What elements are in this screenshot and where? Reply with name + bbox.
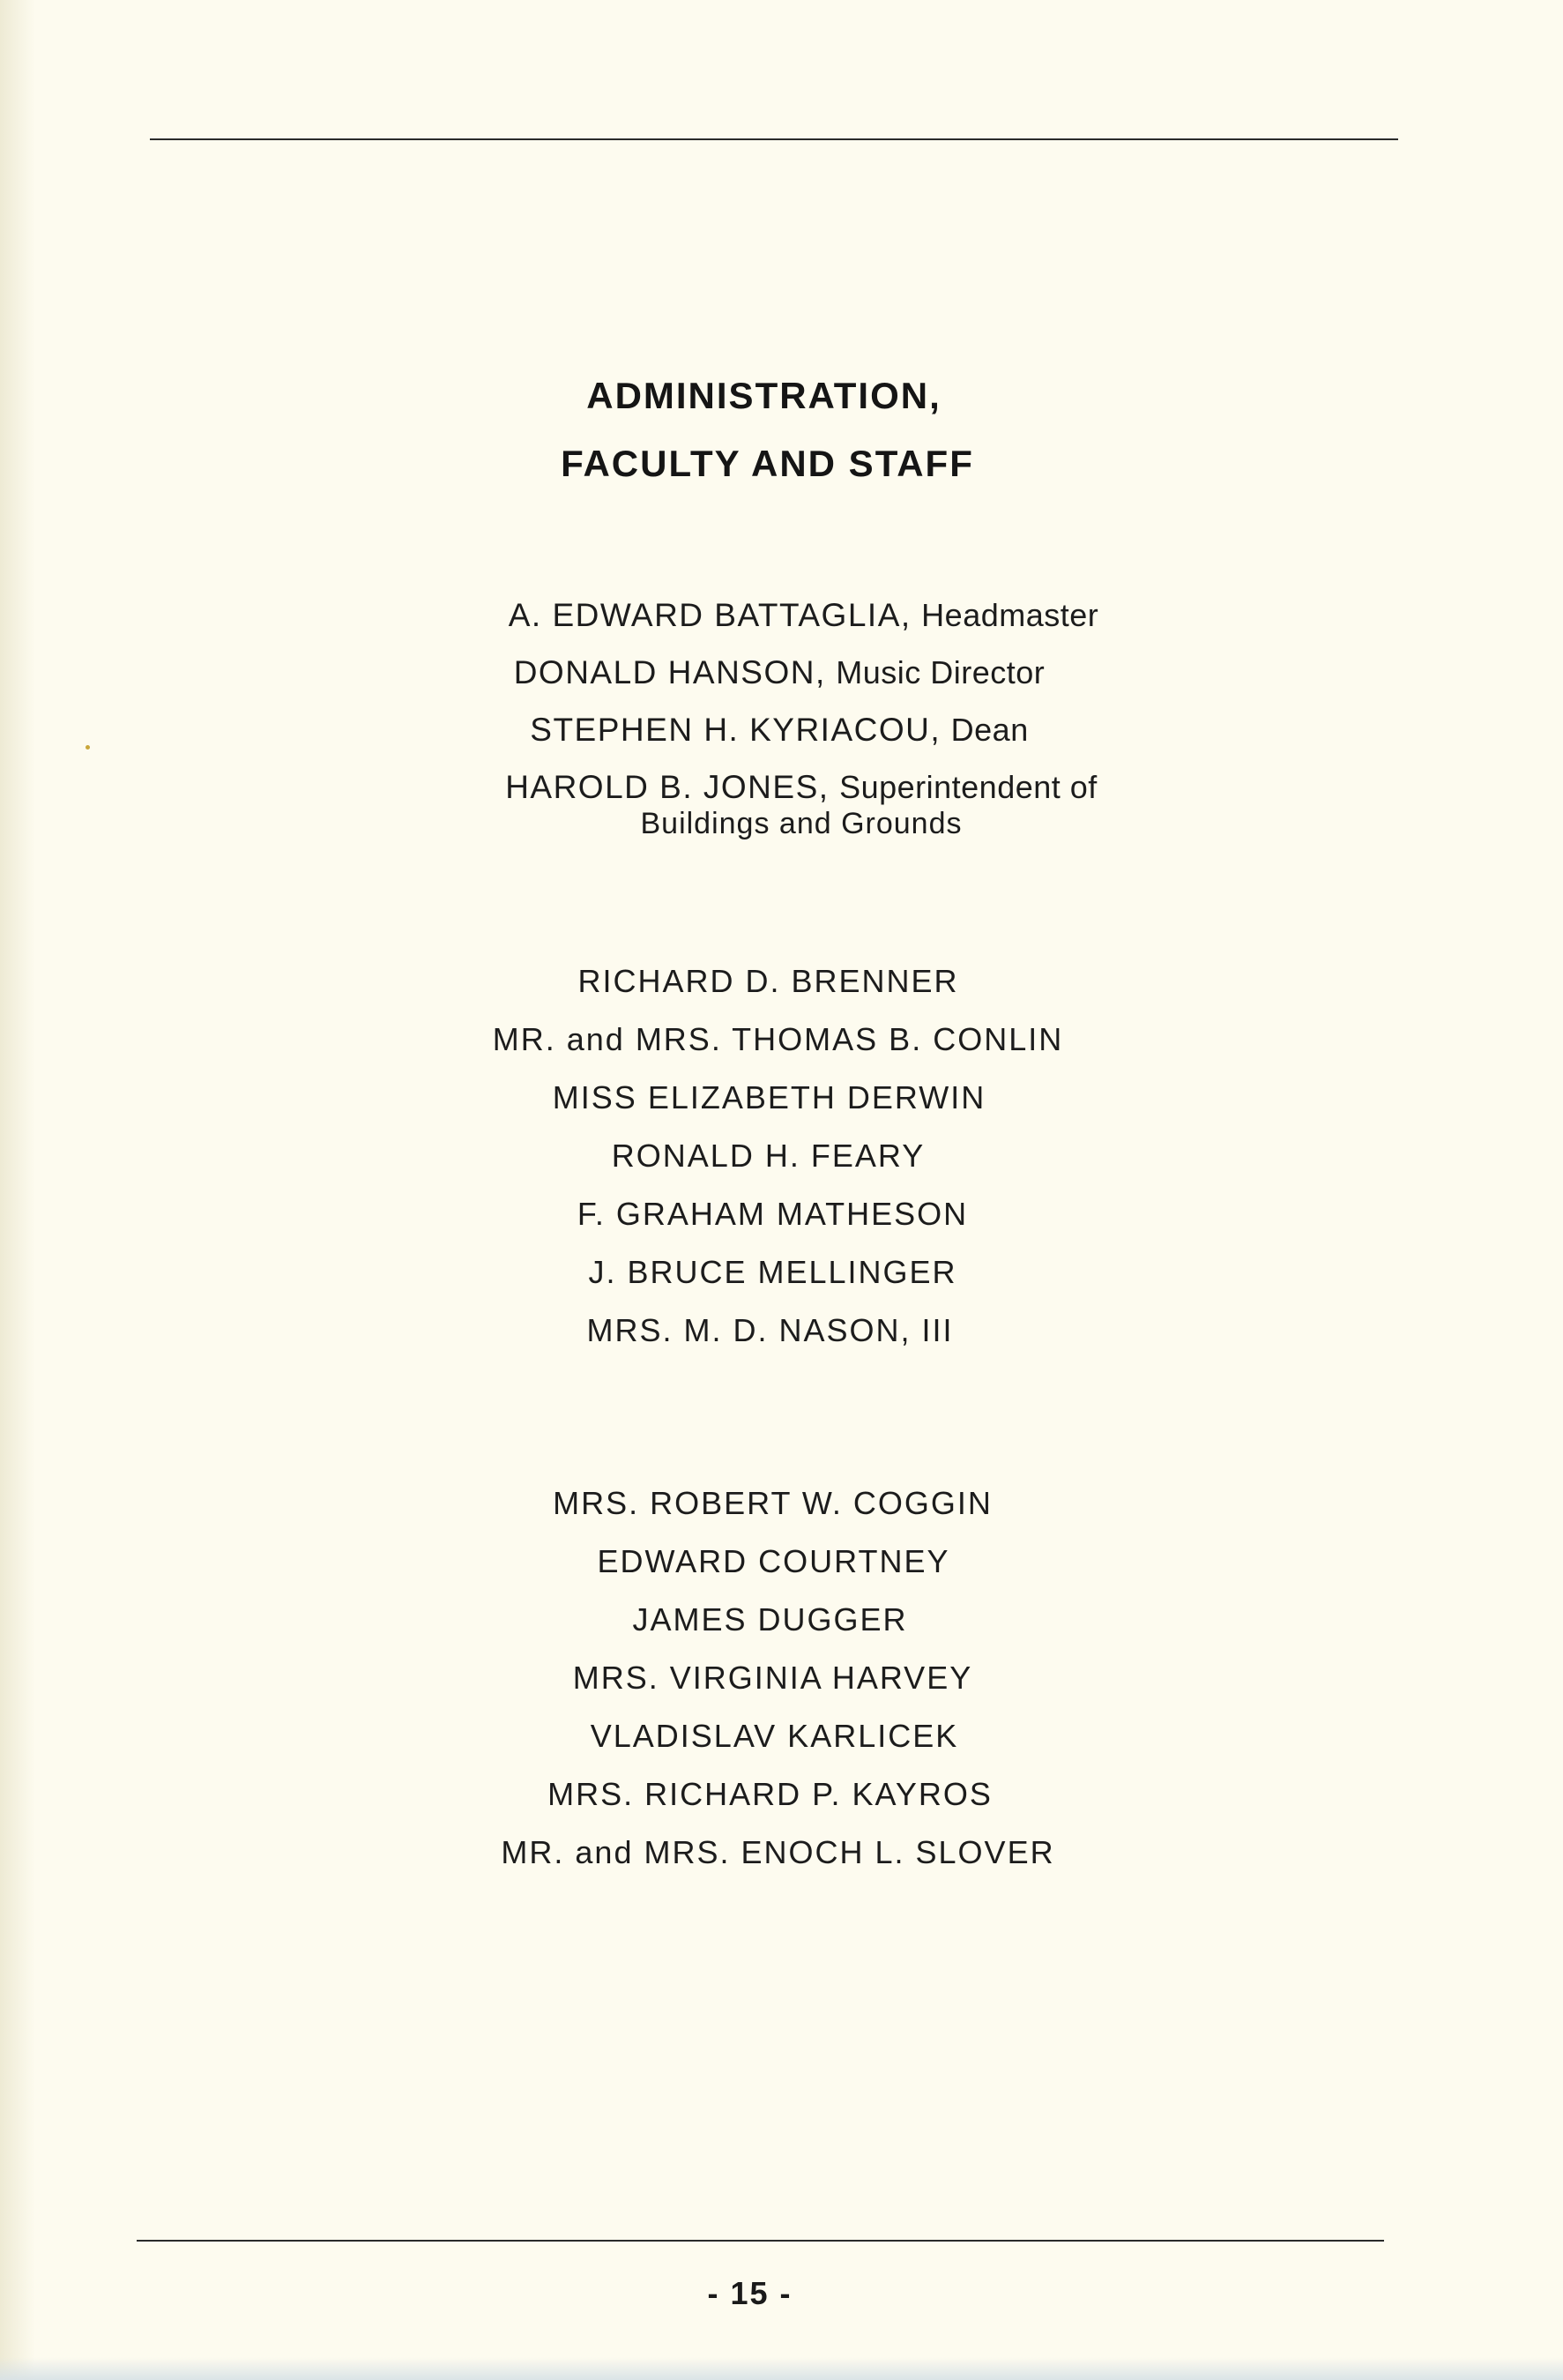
person-role-continued: Buildings and Grounds — [640, 807, 963, 840]
faculty-name: RONALD H. FEARY — [611, 1138, 926, 1174]
faculty-name: MR. and MRS. THOMAS B. CONLIN — [492, 1021, 1064, 1057]
person-name: A. EDWARD BATTAGLIA, — [508, 597, 912, 633]
person-name: DONALD HANSON, — [513, 654, 826, 690]
faculty-name: MRS. M. D. NASON, III — [586, 1312, 954, 1348]
person-name: HAROLD B. JONES, — [505, 769, 830, 805]
staff-name: EDWARD COURTNEY — [597, 1543, 950, 1579]
administration-entry — [40, 765, 1563, 841]
person-role: Superintendent of — [839, 769, 1098, 805]
bottom-rule — [137, 2240, 1384, 2242]
faculty-name: RICHARD D. BRENNER — [577, 963, 959, 999]
faculty-list — [0, 959, 1563, 1367]
staff-name: VLADISLAV KARLICEK — [590, 1718, 959, 1754]
staff-name: MRS. VIRGINIA HARVEY — [572, 1660, 973, 1696]
staff-name: MR. and MRS. ENOCH L. SLOVER — [501, 1834, 1055, 1870]
faculty-name: MISS ELIZABETH DERWIN — [552, 1079, 986, 1115]
top-rule — [150, 138, 1398, 140]
person-role: Music Director — [836, 654, 1046, 690]
person-name: STEPHEN H. KYRIACOU, — [530, 712, 942, 748]
person-role: Headmaster — [921, 597, 1099, 633]
page-number: - 15 - — [707, 2275, 793, 2311]
administration-entry — [0, 651, 1563, 708]
staff-name: MRS. ROBERT W. COGGIN — [553, 1485, 993, 1521]
faculty-name: J. BRUCE MELLINGER — [588, 1254, 957, 1290]
administration-list — [0, 593, 1563, 841]
person-role: Dean — [950, 712, 1029, 748]
page-bottom-shadow — [0, 2357, 1563, 2380]
faculty-name: F. GRAHAM MATHESON — [577, 1196, 969, 1232]
administration-entry — [44, 593, 1563, 651]
page-title-line-1: ADMINISTRATION, — [586, 375, 942, 416]
staff-name: JAMES DUGGER — [632, 1601, 908, 1638]
page-title-line-2: FACULTY AND STAFF — [561, 443, 974, 484]
administration-entry — [0, 708, 1563, 765]
staff-name: MRS. RICHARD P. KAYROS — [547, 1776, 993, 1812]
staff-list — [0, 1481, 1563, 1889]
